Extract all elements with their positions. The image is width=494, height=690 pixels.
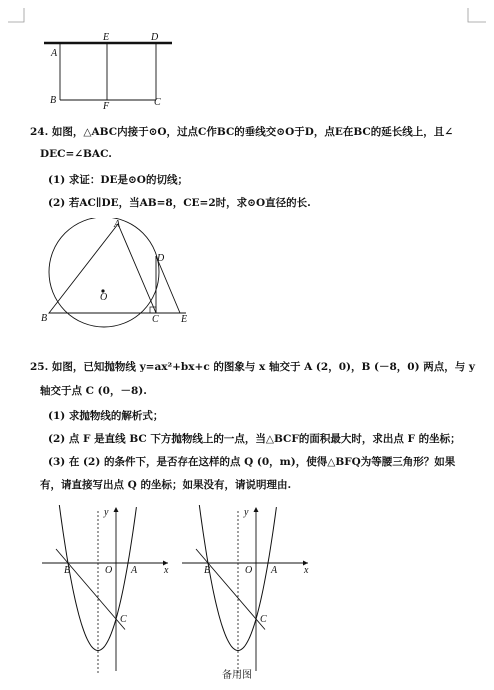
q25-stem-line1: 25. 如图，已知抛物线 y=ax²+bx+c 的图象与 x 轴交于 A (2，0)，B (－8，0) 两点，与 y xyxy=(30,361,475,373)
label-a: A xyxy=(51,48,58,59)
label-a: A xyxy=(271,565,278,576)
label-b: B xyxy=(204,565,211,576)
label-e: E xyxy=(103,32,110,43)
label-c: C xyxy=(120,614,127,625)
label-e: E xyxy=(181,314,188,325)
label-a: A xyxy=(114,219,121,230)
label-o: O xyxy=(105,565,113,576)
q25-part3: (3) 在 (2) 的条件下，是否存在这样的点 Q (0，m)，使得△BFQ为等腰三角形？如果 xyxy=(48,456,456,468)
label-d: D xyxy=(151,32,159,43)
backup-figure-caption: 备用图 xyxy=(222,670,252,681)
q24-stem-line1: 24. 如图，△ABC内接于⊙O，过点C作BC的垂线交⊙O于D，点E在BC的延长线上，且∠ xyxy=(30,126,454,138)
y-axis-arrow xyxy=(114,507,119,512)
q25-part4: 有，请直接写出点 Q 的坐标；如果没有，请说明理由. xyxy=(40,479,292,491)
circle-o xyxy=(49,218,159,327)
parabola-graph-backup xyxy=(180,505,322,675)
line-bc xyxy=(56,549,125,630)
label-o: O xyxy=(245,565,253,576)
label-c: C xyxy=(152,314,159,325)
label-d: D xyxy=(157,253,165,264)
label-y: y xyxy=(104,507,109,518)
label-c: C xyxy=(260,614,267,625)
q25-part2: (2) 点 F 是直线 BC 下方抛物线上的一点，当△BCF的面积最大时，求出点 F 的坐标； xyxy=(48,433,461,445)
q24-part2: (2) 若AC∥DE，当AB=8，CE=2时，求⊙O直径的长. xyxy=(48,197,311,209)
circle-triangle-figure xyxy=(36,218,206,330)
parabola-graph-left xyxy=(40,505,182,675)
y-axis-arrow xyxy=(254,507,259,512)
label-b: B xyxy=(41,313,48,324)
label-f: F xyxy=(103,101,110,110)
q25-part1: (1) 求抛物线的解析式； xyxy=(48,410,164,422)
label-x: x xyxy=(304,565,309,576)
label-a: A xyxy=(131,565,138,576)
line-bc xyxy=(196,549,265,630)
q24-stem-line2: DEC=∠BAC. xyxy=(40,148,112,160)
label-o: O xyxy=(100,292,108,303)
label-c: C xyxy=(154,97,161,108)
label-b: B xyxy=(64,565,71,576)
label-x: x xyxy=(164,565,169,576)
q25-stem-line2: 轴交于点 C (0，－8). xyxy=(40,385,147,397)
rectangle-figure xyxy=(40,30,180,110)
q24-part1: (1) 求证：DE是⊙O的切线； xyxy=(48,174,188,186)
label-y: y xyxy=(244,507,249,518)
label-b: B xyxy=(50,95,57,106)
